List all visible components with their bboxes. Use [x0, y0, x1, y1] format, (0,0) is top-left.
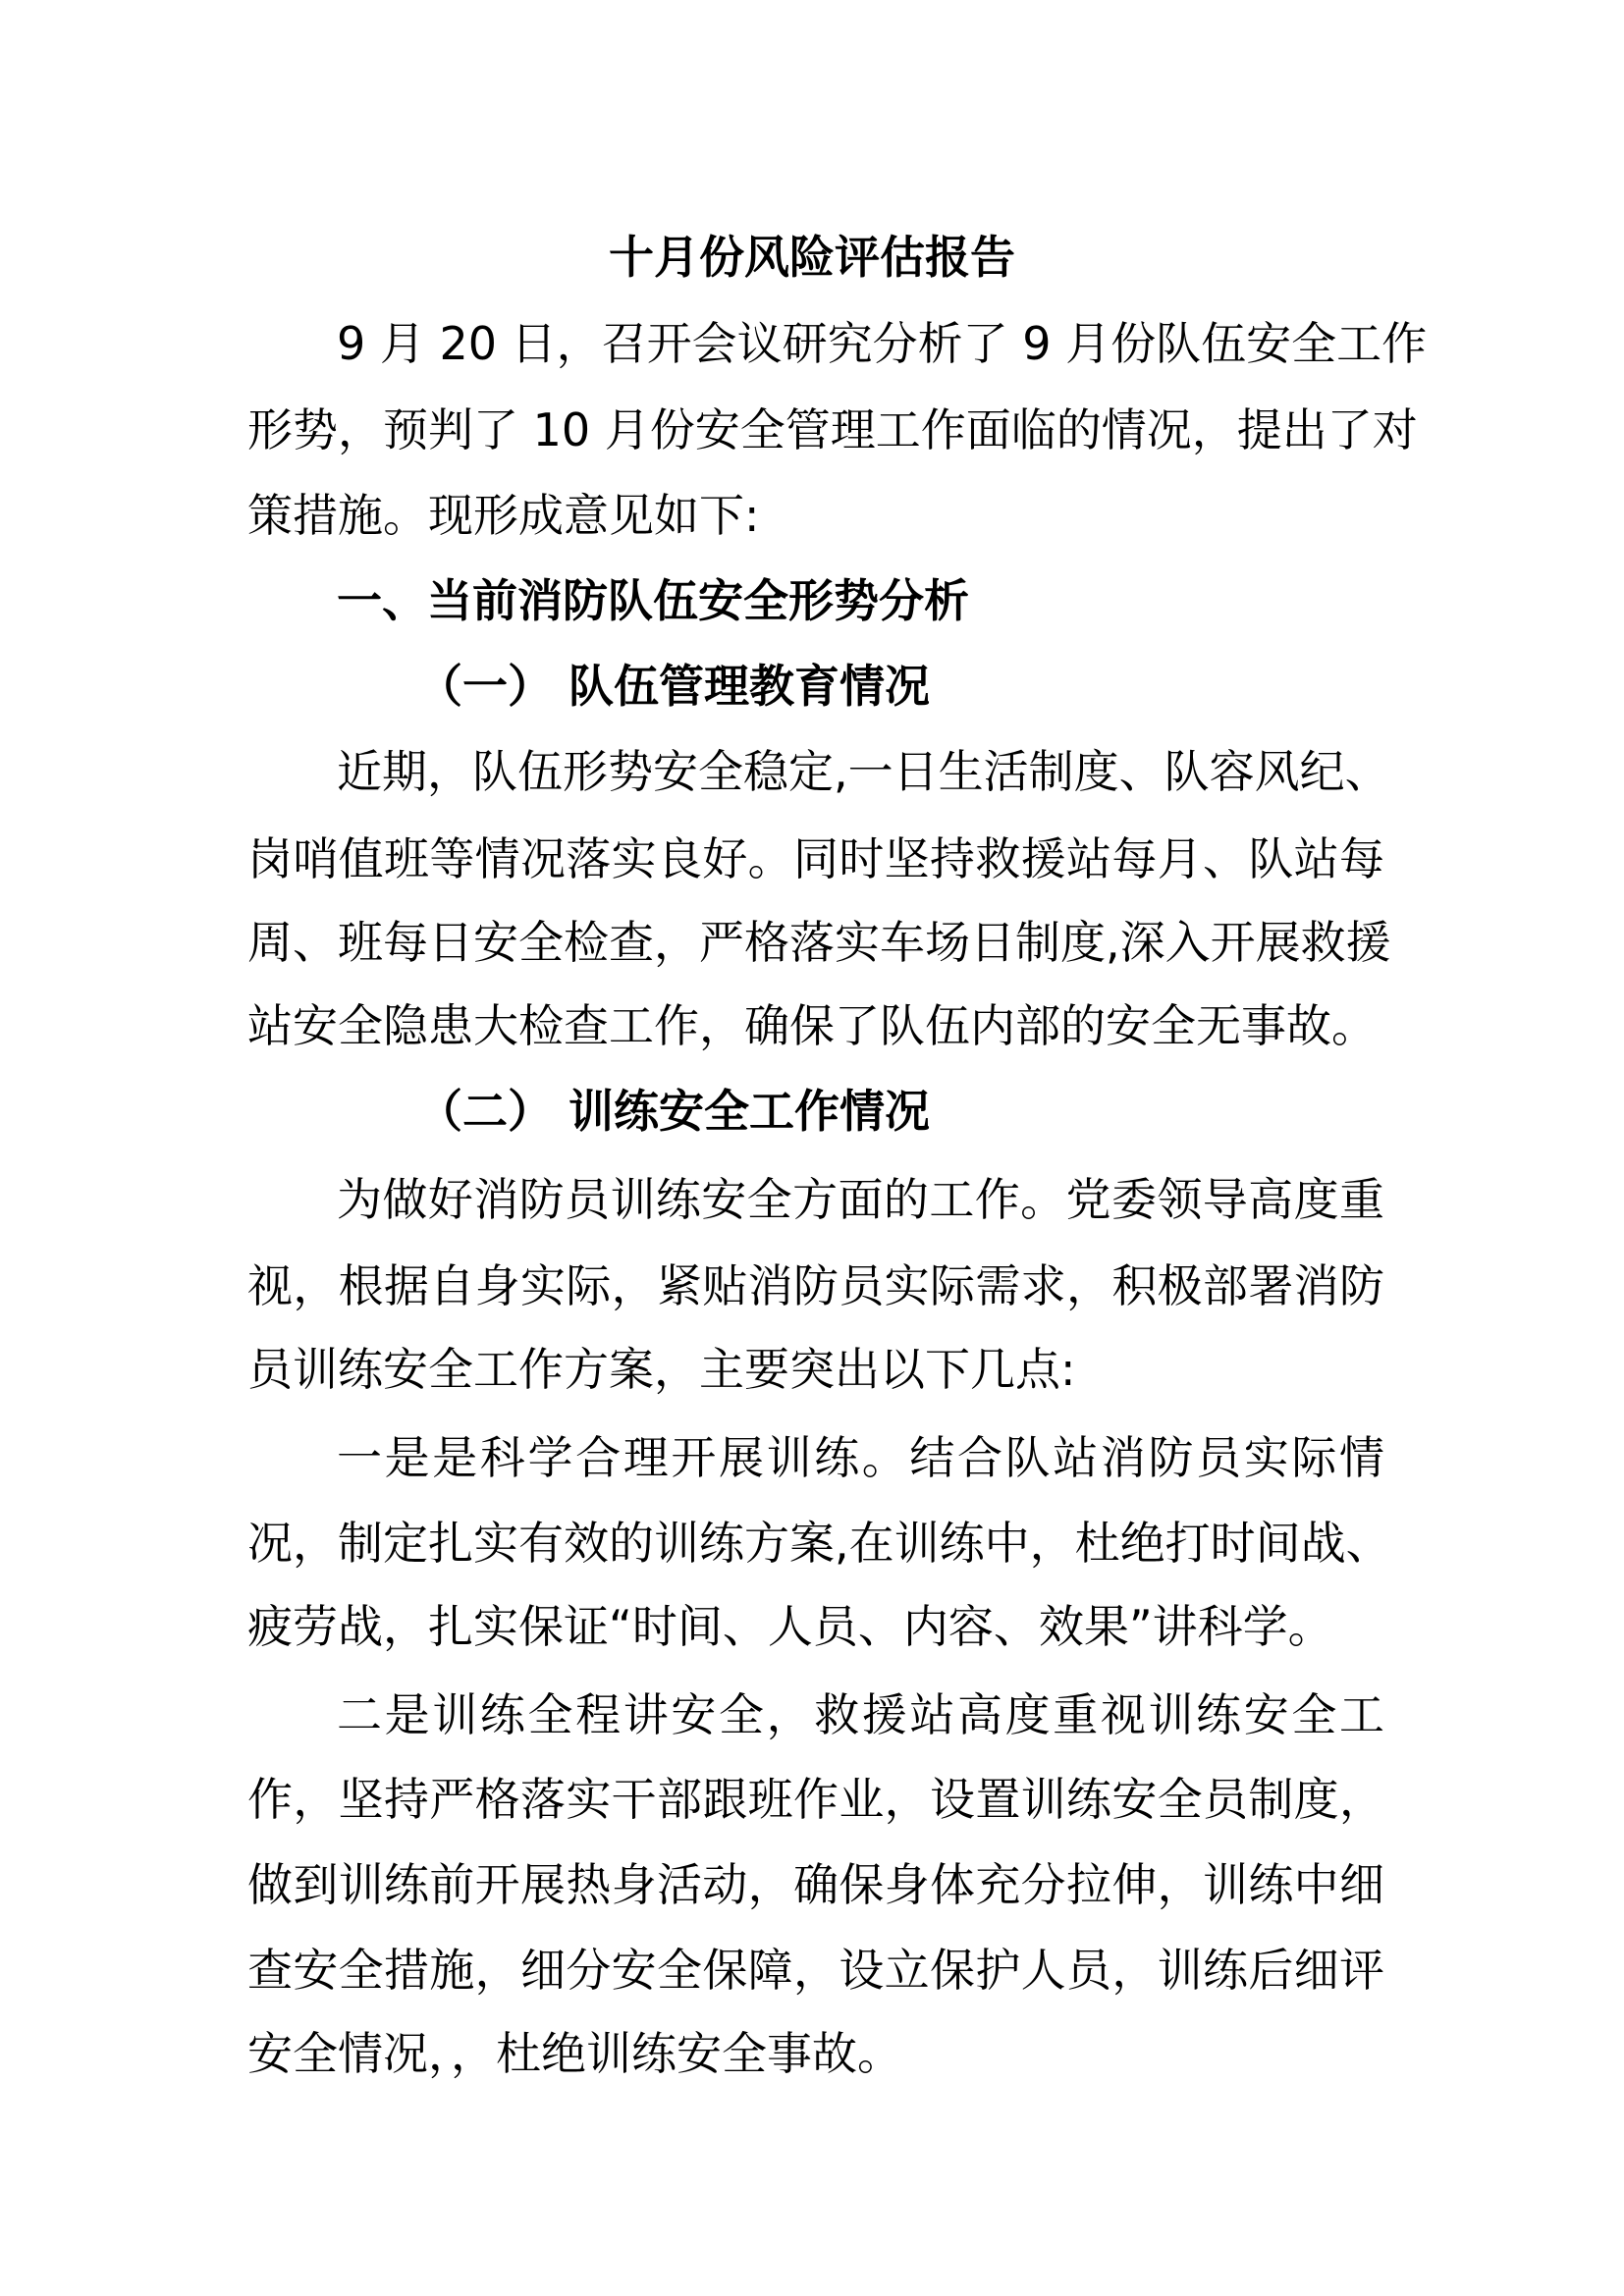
subsection-heading: （一） 队伍管理教育情况: [417, 660, 931, 713]
intro-line: 形势，预判了 10 月份安全管理工作面临的情况，提出了对: [247, 403, 1418, 456]
paragraph-line: 员训练安全工作方案，主要突出以下几点:: [247, 1343, 1076, 1396]
paragraph-line: 二是训练全程讲安全，救援站高度重视训练安全工: [337, 1688, 1384, 1741]
paragraph-line: 做到训练前开展热身活动，确保身体充分拉伸，训练中细: [247, 1858, 1384, 1911]
paragraph-line: 作，坚持严格落实干部跟班作业，设置训练安全员制度，: [247, 1773, 1384, 1826]
paragraph-line: 况，制定扎实有效的训练方案,在训练中，杜绝打时间战、: [247, 1517, 1391, 1570]
intro-line: 策措施。现形成意见如下:: [247, 489, 760, 542]
paragraph-line: 一是是科学合理开展训练。结合队站消防员实际情: [337, 1431, 1384, 1484]
paragraph-line: 安全情况，，杜绝训练安全事故。: [247, 2027, 902, 2080]
paragraph-line: 视，根据自身实际，紧贴消防员实际需求，积极部署消防: [247, 1259, 1384, 1312]
paragraph-line: 周、班每日安全检查，严格落实车场日制度,深入开展救援: [247, 916, 1391, 969]
intro-line: 9 月 20 日，召开会议研究分析了 9 月份队伍安全工作: [337, 317, 1428, 370]
paragraph-line: 岗哨值班等情况落实良好。同时坚持救援站每月、队站每: [247, 832, 1384, 885]
section-heading: 一、当前消防队伍安全形势分析: [337, 574, 969, 627]
document-title: 十月份风险评估报告: [609, 231, 1015, 284]
paragraph-line: 查安全措施，细分安全保障，设立保护人员，训练后细评: [247, 1944, 1384, 1997]
paragraph-line: 疲劳战，扎实保证“时间、人员、内容、效果”讲科学。: [247, 1600, 1333, 1653]
subsection-heading: （二） 训练安全工作情况: [417, 1085, 931, 1138]
paragraph-line: 站安全隐患大检查工作，确保了队伍内部的安全无事故。: [247, 999, 1377, 1052]
paragraph-line: 近期，队伍形势安全稳定,一日生活制度、队容风纪、: [337, 745, 1390, 798]
paragraph-line: 为做好消防员训练安全方面的工作。党委领导高度重: [337, 1173, 1384, 1226]
